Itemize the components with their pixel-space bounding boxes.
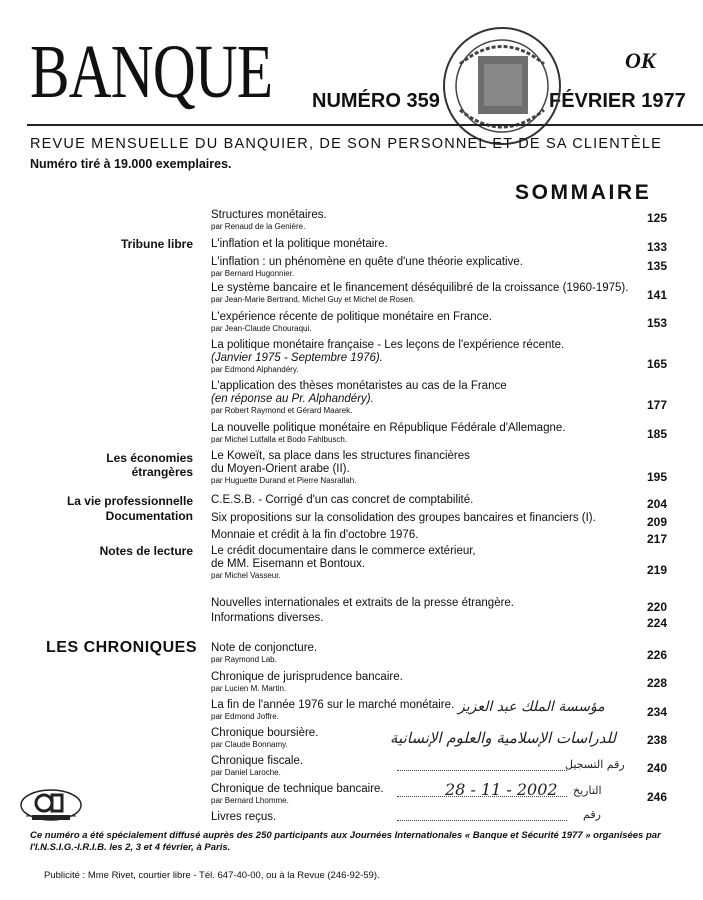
toc-entry [211, 671, 631, 694]
distribution-note: Ce numéro a été spécialement diffusé auprès des 250 participants aux Journées Internationales « Banque et Sécurité 1977 » organisées par l'I.N.S.I.G.-I.R.I.B. les 2, 3 et 4 février, à Paris. [30, 830, 661, 853]
toc-entry [211, 597, 631, 610]
entry-title: Chronique boursière. [211, 727, 319, 739]
entry-author: par Bernard Lhomme. [211, 796, 289, 805]
subtitle: REVUE MENSUELLE DU BANQUIER, DE SON PERSONNEL ET DE SA CLIENTÈLE [30, 136, 662, 152]
entry-title: Chronique de jurisprudence bancaire. [211, 671, 403, 683]
page-number: 217 [646, 532, 667, 546]
entry-title: L'inflation et la politique monétaire. [211, 238, 388, 250]
section-documentation: Documentation [105, 509, 193, 523]
page-number: 141 [646, 288, 667, 302]
section-chroniques: LES CHRONIQUES [46, 639, 198, 656]
form-label: رقم [583, 808, 601, 821]
entry-title: La fin de l'année 1976 sur le marché monétaire. [211, 699, 455, 711]
page-number: 220 [646, 600, 667, 614]
page-number: 234 [646, 705, 667, 719]
page-number: 185 [646, 427, 667, 441]
entry-subtitle: (en réponse au Pr. Alphandéry). [211, 393, 374, 405]
handwritten-annotation: مؤسسة الملك عبد العزيز [458, 699, 605, 715]
page-number: 228 [646, 676, 667, 690]
entry-author: par Raymond Lab. [211, 655, 277, 664]
library-stamp-icon [440, 24, 565, 149]
advertising-contact: Publicité : Mme Rivet, courtier libre - Tél. 647-40-00, ou à la Revue (246-92-59). [44, 870, 380, 881]
entry-title: Le système bancaire et le financement déséquilibré de la croissance (1960-1975). [211, 282, 629, 294]
toc-entry [211, 512, 631, 525]
toc-entry [211, 256, 631, 279]
toc-entry [211, 311, 631, 334]
entry-author: par Daniel Laroche. [211, 768, 281, 777]
entry-author: par Huguette Durand et Pierre Nasrallah. [211, 476, 357, 485]
toc-entry [211, 422, 631, 445]
page-number: 224 [646, 616, 667, 630]
toc-entry [211, 783, 631, 806]
entry-title: Six propositions sur la consolidation des groupes bancaires et financiers (I). [211, 512, 596, 524]
page-number: 209 [646, 515, 667, 529]
toc-entry [211, 339, 631, 375]
entry-title: Le Koweït, sa place dans les structures financières [211, 450, 470, 462]
issue-number: NUMÉRO 359 [312, 90, 440, 112]
toc-entry [211, 282, 631, 305]
header-rule [27, 124, 703, 126]
entry-title: Monnaie et crédit à la fin d'octobre 1976. [211, 529, 419, 541]
section-vie-professionnelle: La vie professionnelle [66, 494, 193, 508]
entry-title: Informations diverses. [211, 612, 324, 624]
form-label: رقم التسجيل [565, 758, 625, 771]
page-number: 153 [646, 316, 667, 330]
page-number: 204 [646, 497, 667, 511]
page-number: 177 [646, 398, 667, 412]
entry-author: par Michel Vasseur. [211, 571, 281, 580]
toc-entry [211, 238, 631, 251]
page-number: 135 [646, 259, 667, 273]
entry-title: L'expérience récente de politique monétaire en France. [211, 311, 492, 323]
entry-subtitle: (Janvier 1975 - Septembre 1976). [211, 352, 383, 364]
section-tribune-libre: Tribune libre [120, 237, 193, 251]
handwritten-ok: OK [625, 48, 656, 73]
toc-entry [211, 494, 631, 507]
entry-title-continued: de MM. Eisemann et Bontoux. [211, 558, 366, 570]
entry-title: L'application des thèses monétaristes au cas de la France [211, 380, 507, 392]
page-number: 226 [646, 648, 667, 662]
sommaire-heading: SOMMAIRE [515, 181, 652, 204]
masthead-title: BANQUE [30, 30, 273, 114]
entry-author: par Robert Raymond et Gérard Maarek. [211, 406, 353, 415]
page-number: 219 [646, 563, 667, 577]
entry-author: par Michel Lutfalla et Bodo Fahlbusch. [211, 435, 348, 444]
entry-author: par Edmond Alphandéry. [211, 365, 299, 374]
page-number: 125 [646, 211, 667, 225]
toc-entry [211, 642, 631, 665]
entry-title-continued: du Moyen-Orient arabe (II). [211, 463, 350, 475]
entry-title: Chronique fiscale. [211, 755, 304, 767]
handwritten-annotation: للدراسات الإسلامية والعلوم الإنسانية [390, 729, 617, 747]
section-notes-de-lecture: Notes de lecture [99, 544, 193, 558]
page-number: 133 [646, 240, 667, 254]
toc-entry [211, 545, 631, 581]
entry-title: Structures monétaires. [211, 209, 327, 221]
handwritten-date: 28 - 11 - 2002 [445, 780, 558, 799]
entry-author: par Claude Bonnamy. [211, 740, 288, 749]
toc-entry [211, 209, 631, 232]
entry-author: par Jean-Marie Bertrand, Michel Guy et Michel de Rosen. [211, 295, 416, 304]
entry-title: La nouvelle politique monétaire en République Fédérale d'Allemagne. [211, 422, 566, 434]
page-number: 238 [646, 733, 667, 747]
entry-title: Livres reçus. [211, 811, 277, 823]
entry-author: par Renaud de la Genière. [211, 222, 306, 231]
form-line [397, 770, 567, 771]
publisher-logo-icon [18, 786, 84, 824]
page-number: 246 [646, 790, 667, 804]
entry-author: par Jean-Claude Chouraqui. [211, 324, 312, 333]
entry-author: par Lucien M. Martin. [211, 684, 287, 693]
entry-title: Nouvelles internationales et extraits de la presse étrangère. [211, 597, 515, 609]
toc-entry [211, 811, 631, 824]
entry-title: Note de conjoncture. [211, 642, 318, 654]
page-number: 195 [646, 470, 667, 484]
page-number: 165 [646, 357, 667, 371]
entry-title: C.E.S.B. - Corrigé d'un cas concret de comptabilité. [211, 494, 474, 506]
toc-entry [211, 612, 631, 625]
page-number: 240 [646, 761, 667, 775]
toc-entry [211, 450, 631, 486]
issue-date: FÉVRIER 1977 [549, 90, 686, 112]
print-run: Numéro tiré à 19.000 exemplaires. [30, 157, 232, 171]
form-line [397, 820, 567, 821]
section-economies-etrangeres: Les économies étrangères [106, 451, 193, 479]
toc-entry [211, 529, 631, 542]
entry-title: La politique monétaire française - Les leçons de l'expérience récente. [211, 339, 565, 351]
entry-author: par Bernard Hugonnier. [211, 269, 295, 278]
entry-author: par Edmond Joffre. [211, 712, 279, 721]
entry-title: L'inflation : un phénomène en quête d'une théorie explicative. [211, 256, 523, 268]
entry-title: Chronique de technique bancaire. [211, 783, 384, 795]
form-label: التاريخ [573, 784, 602, 797]
entry-title: Le crédit documentaire dans le commerce extérieur, [211, 545, 476, 557]
toc-entry [211, 380, 631, 416]
